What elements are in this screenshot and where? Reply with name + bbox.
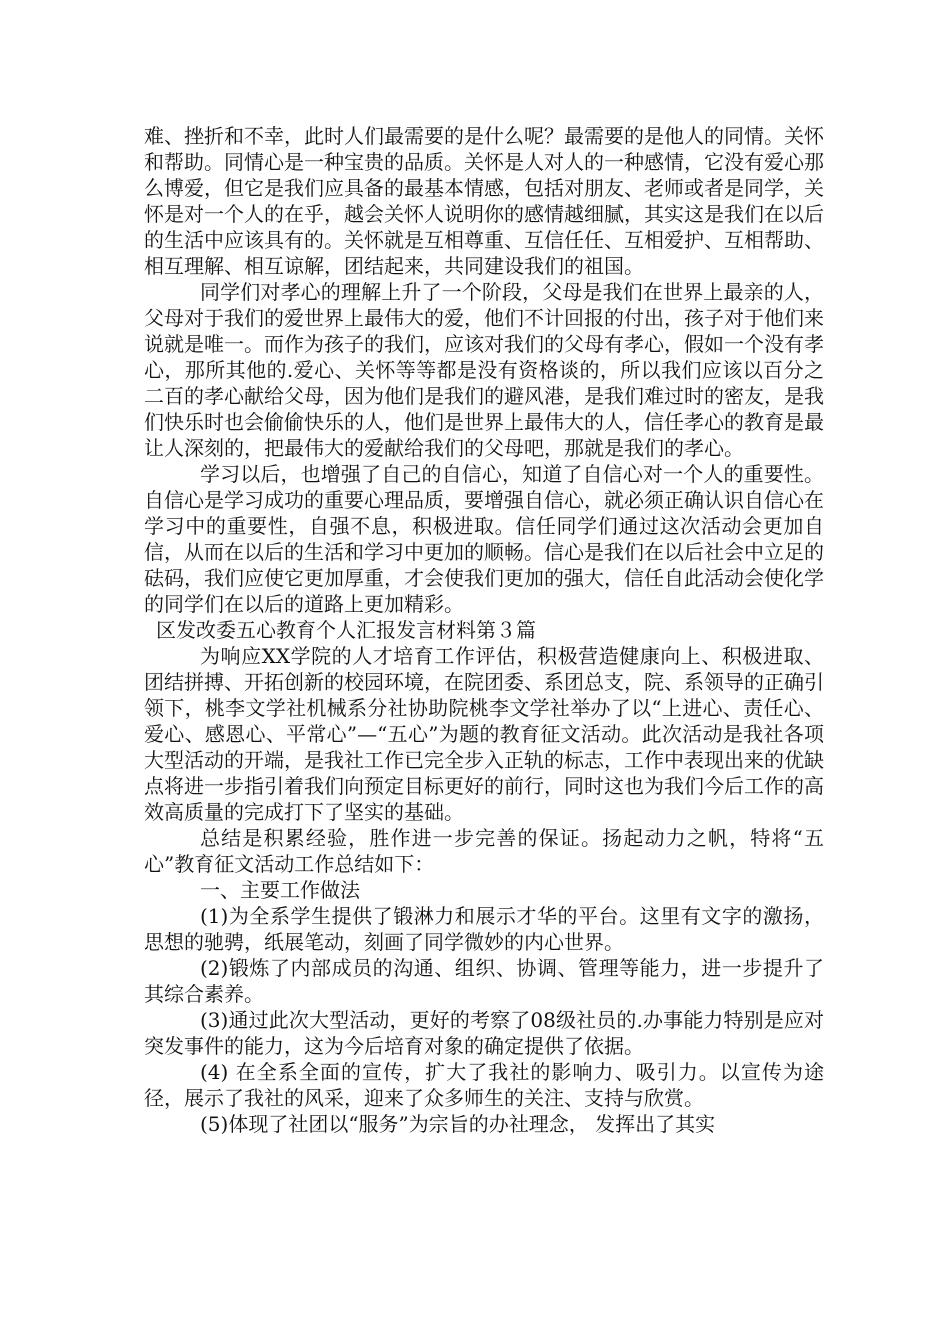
- list-item-1: (1)为全系学生提供了锻淋力和展示才华的平台。这里有文字的激扬，思想的驰骋，纸展笔动，刻画了同学微妙的内心世界。: [144, 904, 824, 954]
- document-page: [144, 123, 824, 1137]
- list-item-3: (3)通过此次大型活动，更好的考察了08级社员的.办事能力特别是应对突发事件的能力，这为今后培育对象的确定提供了依据。: [144, 1008, 824, 1058]
- paragraph-compassion: 难、挫折和不幸，此时人们最需要的是什么呢？最需要的是他人的同情。关怀和帮助。同情心是一种宝贵的品质。关怀是人对人的一种感情，它没有爱心那么博爱，但它是我们应具备的最基本情感，包括对朋友、老师或者是同学，关怀是对一个人的在乎，越会关怀人说明你的感情越细腻，其实这是我们在以后的生活中应该具有的。关怀就是互相尊重、互信任任、互相爱护、互相帮助、相互理解、相互谅解，团结起来，共同建设我们的祖国。: [144, 124, 824, 278]
- section-heading: 区发改委五心教育个人汇报发言材料第３篇: [156, 618, 536, 642]
- subheading-main-work: 一、主要工作做法: [200, 878, 360, 902]
- list-item-5: (5)体现了社团以“服务”为宗旨的办社理念， 发挥出了其实: [200, 1112, 716, 1136]
- paragraph-summary-intro: 总结是积累经验，胜作进一步完善的保证。扬起动力之帆，特将“五心”教育征文活动工作总结如下：: [144, 826, 824, 876]
- paragraph-activity-intro: 为响应XX学院的人才培育工作评估，积极营造健康向上、积极进取、团结拼搏、开拓创新的校园环境，在院团委、系团总支，院、系领导的正确引领下，桃李文学社机械系分社协助院桃李文学社举办了以“上进心、责任心、爱心、感恩心、平常心”—“五心”为题的教育征文活动。此次活动是我社各项大型活动的开端，是我社工作已完全步入正轨的标志，工作中表现出来的优缺点将进一步指引着我们向预定目标更好的前行，同时这也为我们今后工作的高效高质量的完成打下了坚实的基础。: [144, 644, 824, 824]
- list-item-2: (2)锻炼了内部成员的沟通、组织、协调、管理等能力，进一步提升了其综合素养。: [144, 956, 824, 1006]
- paragraph-filial-piety: 同学们对孝心的理解上升了一个阶段，父母是我们在世界上最亲的人，父母对于我们的爱世界上最伟大的爱，他们不计回报的付出，孩子对于他们来说就是唯一。而作为孩子的我们，应该对我们的父母有孝心，假如一个没有孝心，那所其他的.爱心、关怀等等都是没有资格谈的，所以我们应该以百分之二百的孝心献给父母，因为他们是我们的避风港，是我们难过时的密友，是我们快乐时也会偷偷快乐的人，他们是世界上最伟大的人，信任孝心的教育是最让人深刻的，把最伟大的爱献给我们的父母吧，那就是我们的孝心。: [144, 280, 824, 460]
- list-item-4: (4) 在全系全面的宣传，扩大了我社的影响力、吸引力。以宣传为途径，展示了我社的风采，迎来了众多师生的关注、支持与欣赏。: [144, 1060, 824, 1110]
- paragraph-self-confidence: 学习以后，也增强了自己的自信心，知道了自信心对一个人的重要性。自信心是学习成功的重要心理品质，要增强自信心，就必须正确认识自信心在学习中的重要性，自强不息，积极进取。信任同学们通过这次活动会更加自信，从而在以后的生活和学习中更加的顺畅。信心是我们在以后社会中立足的砝码，我们应使它更加厚重，才会使我们更加的强大，信任自此活动会使化学的同学们在以后的道路上更加精彩。: [144, 462, 824, 616]
